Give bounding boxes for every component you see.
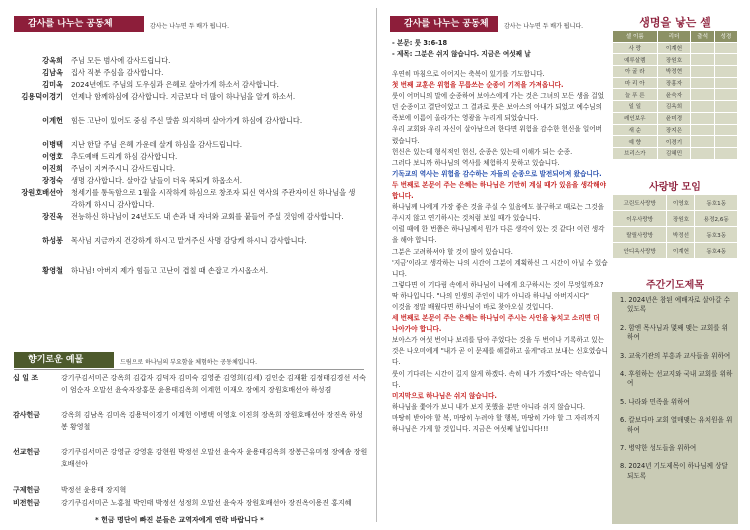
cell-table-row bbox=[613, 136, 738, 148]
room-table-cell: 안디옥사랑방 bbox=[613, 243, 667, 259]
cell-table-cell: 예루살렘 bbox=[613, 54, 658, 66]
cell-table-cell: 장원호 bbox=[657, 54, 691, 66]
thanks-entry bbox=[15, 79, 360, 91]
sermon-point: 세 번째로 본문이 주는 은혜는 하나님이 주시는 사인을 놓치고 소리면 더 나아가야 합니다. bbox=[392, 314, 600, 334]
sermon-body bbox=[392, 69, 608, 435]
thanks-text: 목사님 지금까지 건강하게 하시고 맡겨주신 사명 감당케 하시니 감사합니다. bbox=[71, 236, 307, 245]
sermon-paragraph: 그렇다면 이 기다림 속에서 하나님이 나에게 요구하시는 것이 무엇일까요? bbox=[392, 280, 604, 289]
thanks-name: 장진옥 bbox=[42, 212, 63, 221]
thanks-text: 하나님! 아버지 제가 힘들고 고난이 겹칠 때 손잡고 가시옵소서. bbox=[71, 266, 269, 275]
cell-table-cell: 일 일 bbox=[613, 101, 658, 113]
sermon-title: - 제목: 그분은 쉬지 않습니다. 지금은 여섯째 날 bbox=[392, 50, 531, 58]
prayer-item: 5. 나라와 민족을 위하여 bbox=[620, 397, 690, 406]
cell-table-cell: 아 굴 라 bbox=[613, 66, 658, 78]
cell-table-row bbox=[613, 89, 738, 101]
offering-category: 감사헌금 bbox=[13, 411, 41, 419]
cell-table-cell: 이계헌 bbox=[657, 42, 691, 54]
cell-table bbox=[612, 30, 738, 160]
cell-table-cell: 레인보우 bbox=[613, 112, 658, 124]
cell-table-row bbox=[613, 66, 738, 78]
prayer-item: 8. 2024년 기도제목이 하나님께 상달되도록 bbox=[620, 462, 728, 480]
cell-table-cell bbox=[714, 42, 737, 54]
thanks-entry bbox=[15, 55, 360, 67]
offering-category: 선교헌금 bbox=[13, 448, 41, 456]
offering-banner: 향기로운 예물 bbox=[14, 352, 114, 368]
sermon-banner: 감사를 나누는 공동체 bbox=[390, 16, 498, 32]
room-table-cell: 이영호 bbox=[667, 195, 695, 211]
thanks-text: 청세기를 통독함으로 1월을 시작하게 하심으로 창조자 되신 역사의 주관자이신 하나님을 생각하게 하시니 감사합니다. bbox=[71, 188, 356, 209]
cell-table-cell: 늘 푸 른 bbox=[613, 89, 658, 101]
thanks-entry bbox=[15, 175, 360, 187]
room-table-cell: 랄릴사랑방 bbox=[613, 227, 667, 243]
cell-table-cell: 사 랑 bbox=[613, 42, 658, 54]
cell-table-cell bbox=[714, 54, 737, 66]
cell-table-row bbox=[613, 101, 738, 113]
offering-entry bbox=[13, 446, 368, 471]
prayer-item: 7. 병약한 성도들을 위하여 bbox=[620, 444, 697, 453]
thanks-name: 김미옥 bbox=[42, 80, 63, 89]
cell-table-cell bbox=[691, 112, 714, 124]
offering-entry bbox=[13, 372, 368, 397]
room-table-cell: 고린도사랑방 bbox=[613, 195, 667, 211]
cell-table-cell bbox=[691, 66, 714, 78]
cell-table-cell: 이경기 bbox=[657, 136, 691, 148]
offering-names: 강기쿠김서미곤 노홍철 박인태 박정선 성정희 오말선 윤숙자 장원호배선아 장진옥이용진 홍지혜 bbox=[61, 499, 352, 507]
thanks-name: 강옥희 bbox=[42, 56, 63, 65]
prayer-item: 4. 후원하는 선교지와 국내 교회를 위하여 bbox=[620, 370, 733, 388]
cell-table-row bbox=[613, 124, 738, 136]
cell-table-cell bbox=[691, 77, 714, 89]
sermon-paragraph: 룻이 기다리는 시간이 길지 않게 하겠다. 속히 내가 가겠다"라는 약속입니다. bbox=[392, 369, 601, 389]
sermon-paragraph: 하나님께 나에게 가장 좋은 것을 주실 수 있음에도 불구하고 때로는 그것을 주시지 않고 연기하시는 것처럼 보일 때가 있습니다. bbox=[392, 203, 605, 223]
thanks-text: 집사 직분 주심을 감사합니다. bbox=[71, 68, 164, 77]
sermon-point: 첫 번째 교훈은 위험을 무릅쓰는 순종이 기적을 가져옵니다. bbox=[392, 81, 564, 90]
cell-table-cell bbox=[691, 54, 714, 66]
prayer-title: 주간기도제목 bbox=[646, 280, 704, 291]
cell-table-cell bbox=[714, 136, 737, 148]
cell-table-cell bbox=[714, 66, 737, 78]
thanks-text: 힘든 고난이 있어도 중심 주신 말씀 의지하며 살아가게 하심에 감사합니다. bbox=[71, 116, 303, 125]
cell-table-cell bbox=[691, 89, 714, 101]
sermon-paragraph: 이것을 정말 배웠다면 하나님이 바로 찾아오실 것입니다. bbox=[392, 302, 554, 311]
thanks-text: 주님 모든 범사에 감사드립니다. bbox=[71, 56, 171, 65]
thanks-name: 장원호배선아 bbox=[21, 188, 63, 197]
room-title: 사랑방 모임 bbox=[649, 182, 701, 193]
cell-table-row bbox=[613, 77, 738, 89]
thanks-name: 하성봉 bbox=[42, 236, 63, 245]
sermon-paragraph: 우연히 마침으로 이어지는 축복이 있기를 기도합니다. bbox=[392, 70, 545, 78]
room-table-row bbox=[613, 243, 738, 259]
thanks-name: 김남옥 bbox=[42, 68, 63, 77]
cell-table-cell bbox=[691, 42, 714, 54]
offering-entry bbox=[13, 409, 368, 434]
cell-table-cell bbox=[691, 101, 714, 113]
room-table-cell: 용정2,6동 bbox=[695, 211, 738, 227]
left-section-banner: 감사를 나누는 공동체 bbox=[14, 16, 144, 32]
offering-rule bbox=[14, 369, 364, 370]
offering-category: 구제헌금 bbox=[13, 486, 41, 494]
thanks-name: 이병택 bbox=[42, 140, 63, 149]
cell-table-row bbox=[613, 42, 738, 54]
thanks-entry bbox=[15, 115, 360, 127]
thanks-name: 이영호 bbox=[42, 152, 63, 161]
thanks-name: 이진희 bbox=[42, 164, 63, 173]
sermon-banner-subtitle: 감사는 나누면 두 배가 됩니다. bbox=[504, 23, 584, 30]
thanks-entry bbox=[15, 265, 360, 277]
thanks-entry bbox=[15, 235, 360, 247]
sermon-emphasis: 기독교의 역사는 위험을 감수하는 자들의 순종으로 발전되어져 왔습니다. bbox=[392, 169, 602, 178]
cell-table-row bbox=[613, 147, 738, 159]
offering-names: 강기쿠김서미곤 강영균 강영훈 강현원 박정선 오말선 윤숙자 윤용태김옥희 장봉근유미정 장예솜 장원호배선아 bbox=[61, 448, 368, 469]
thanks-text: 지난 한달 주님 은혜 가운데 살게 하심을 감사드립니다. bbox=[71, 140, 243, 149]
sermon-paragraph: 룻이 어머니의 말에 순종하여 보아스에게 가는 것은 그녀의 모든 생을 걸었던 순종이고 결단이었고 그 결과로 룻은 보아스의 아내가 되었고 예수님의 족보에 이름이 올라가는 영광을 누리게 되었습니다. bbox=[392, 92, 605, 123]
cell-table-cell: 새 순 bbox=[613, 124, 658, 136]
cell-table-cell: 마 리 아 bbox=[613, 77, 658, 89]
offering-category: 십 일 조 bbox=[13, 374, 39, 382]
prayer-item: 6. 칼보다마 교회 열매맺는 유치원을 위하여 bbox=[620, 416, 733, 434]
thanks-text: 전능하신 하나님이 24년도도 내 손과 내 자녀와 교회를 붙들어 주실 것임에 감사합니다. bbox=[71, 212, 344, 221]
room-table-cell: 박정선 bbox=[667, 227, 695, 243]
cell-table-cell: 김옥희 bbox=[657, 101, 691, 113]
cell-table-cell: 장지은 bbox=[657, 124, 691, 136]
cell-table-cell: 브리스가 bbox=[613, 147, 658, 159]
offering-subtitle: 드림으로 하나님의 부요함을 체험하는 공동체입니다. bbox=[120, 359, 258, 366]
room-table-row bbox=[613, 227, 738, 243]
cell-table-row bbox=[613, 112, 738, 124]
cell-table-header-cell: 리더 bbox=[657, 31, 691, 43]
cell-table-cell bbox=[691, 136, 714, 148]
thanks-entry bbox=[15, 91, 360, 103]
cell-table-row bbox=[613, 54, 738, 66]
sermon-paragraph: 딱 하나입니다. "나의 인생의 주인이 내가 아니라 하나님 아버지시다" bbox=[392, 291, 589, 300]
sermon-paragraph: 마땅히 받아야 할 복, 마땅히 누려야 할 행복, 마땅히 가야 할 그 자리까지 하나님은 가게 할 것입니다. 지금은 여섯째 날입니다!!! bbox=[392, 413, 600, 433]
cell-table-cell bbox=[714, 89, 737, 101]
thanks-entry bbox=[15, 139, 360, 151]
offering-names: 강옥희 김남옥 김미옥 김용덕이경기 이계헌 이병택 이영호 이진희 장옥희 장원호배선아 장진옥 하성봉 황영철 bbox=[61, 411, 363, 432]
thanks-text: 추도예배 드리게 하심 감사합니다. bbox=[71, 152, 178, 161]
sermon-point: 미지막으로 하나님은 쉬지 않습니다. bbox=[392, 391, 497, 400]
cell-table-cell bbox=[714, 101, 737, 113]
offering-entry bbox=[13, 484, 368, 496]
cell-table-header bbox=[613, 31, 738, 43]
sermon-paragraph: 그러다 보니까 하나님의 역사를 체험하지 못하고 있습니다. bbox=[392, 158, 560, 167]
thanks-text: 주님이 지켜주시니 감사드립니다. bbox=[71, 164, 176, 173]
cell-table-cell bbox=[714, 124, 737, 136]
cell-table-cell: 예 향 bbox=[613, 136, 658, 148]
thanks-name: 황영철 bbox=[42, 266, 63, 275]
thanks-entry bbox=[15, 187, 360, 210]
sermon-paragraph: 그분은 고려하셔야 할 것이 많이 있습니다. bbox=[392, 247, 513, 256]
sermon-paragraph: '지금'이라고 생각하는 나의 시간이 그분이 계획하신 그 시간이 아닐 수 있습니다. bbox=[392, 258, 608, 278]
room-table-row bbox=[613, 211, 738, 227]
thanks-text: 2024년에도 주님의 도우심과 은혜로 살아가게 하소서 감사합니다. bbox=[71, 80, 279, 89]
cell-table-header-cell: 성경 bbox=[714, 31, 737, 43]
sermon-paragraph: 하나님을 쫓아가 보니 내가 보지 못했을 분만 아니라 쉬지 않습니다. bbox=[392, 402, 585, 411]
room-table-cell: 동호1동 bbox=[695, 195, 738, 211]
left-section-subtitle: 감사는 나누면 두 배가 됩니다. bbox=[150, 23, 230, 30]
cell-table-cell: 윤숙자 bbox=[657, 89, 691, 101]
thanks-text: 언제나 함께하심에 감사합니다. 지금보다 더 많이 하나님을 알게 하소서. bbox=[71, 92, 296, 101]
cell-table-header-cell: 출석 bbox=[691, 31, 714, 43]
cell-title: 생명을 낳는 셀 bbox=[639, 16, 711, 29]
offering-footer: * 헌금 명단이 빠진 분들은 교역자에게 연락 바랍니다 * bbox=[95, 516, 264, 524]
cell-table-cell: 윤미경 bbox=[657, 112, 691, 124]
sermon-paragraph: 헌신은 있는데 형식적인 헌신, 순종은 있는데 이해가 되는 순종. bbox=[392, 147, 573, 156]
sermon-point: 두 번째로 본문이 주는 은혜는 하나님은 기만히 계실 때가 있음을 생각해야 합니다. bbox=[392, 180, 607, 201]
cell-table-cell bbox=[691, 147, 714, 159]
thanks-entry bbox=[15, 163, 360, 175]
room-table-cell: 이계헌 bbox=[667, 243, 695, 259]
prayer-item: 3. 교육기관의 부흥과 교사들을 위하여 bbox=[620, 351, 731, 360]
offering-names: 박정선 윤용태 장지혁 bbox=[61, 486, 127, 494]
thanks-name: 이계헌 bbox=[42, 116, 63, 125]
prayer-item: 1. 2024년은 참된 예배자로 살아갈 수 있도록 bbox=[620, 296, 730, 314]
thanks-name: 장정숙 bbox=[42, 176, 63, 185]
sermon-paragraph: 우리 교회와 우리 자신이 살아남으려 한다면 위험을 감수한 헌신을 일어버렸습니다. bbox=[392, 125, 602, 145]
room-table-row bbox=[613, 195, 738, 211]
offering-names: 강기쿠김서미곤 강옥희 김갑자 김덕자 김미숙 김영준 김영희(김세) 김인순 김재환 김정태김경선 서숙이 엄순자 오말선 윤숙자장홍문 윤용태김옥희 이계헌 이재오 장예지 장원호배선아 하성겸 bbox=[61, 374, 366, 395]
thanks-entry bbox=[15, 67, 360, 79]
prayer-list bbox=[612, 292, 738, 524]
thanks-entry bbox=[15, 211, 360, 223]
cell-table-cell bbox=[714, 112, 737, 124]
room-table-cell: 동호4동 bbox=[695, 243, 738, 259]
cell-table-cell bbox=[691, 124, 714, 136]
cell-table-cell: 박정현 bbox=[657, 66, 691, 78]
prayer-item: 2. 함엔 목사님과 몇째 맺는 교회를 위하여 bbox=[620, 323, 729, 342]
sermon-paragraph: 이럴 때에 한 번쯤은 하나님께서 뭔가 다른 생각이 있는 것 같다! 이런 생각을 해야 합니다. bbox=[392, 225, 605, 245]
room-table bbox=[612, 194, 738, 259]
thanks-entry bbox=[15, 151, 360, 163]
offering-entry bbox=[13, 497, 368, 509]
cell-table-cell bbox=[714, 77, 737, 89]
sermon-paragraph: 보아스가 여섯 번이나 보리를 담아 주었다는 것을 두 번이나 기록하고 있는 것은 나오미에게 "내가 곧 이 문제를 해결하고 올게"라고 보내는 신호였습니다. bbox=[392, 336, 609, 367]
offering-category: 비전헌금 bbox=[13, 499, 41, 507]
room-table-cell: 장원호 bbox=[667, 211, 695, 227]
thanks-text: 생명 감사합니다. 살아갈 날들이 더욱 복되게 하옵소서. bbox=[71, 176, 243, 185]
page-divider bbox=[376, 8, 377, 522]
cell-table-header-cell: 셀 이름 bbox=[613, 31, 658, 43]
sermon-scripture: - 본문: 룻 3:6-18 bbox=[392, 39, 448, 47]
cell-table-cell bbox=[714, 147, 737, 159]
room-table-cell: 동호3동 bbox=[695, 227, 738, 243]
cell-table-cell: 장홍자 bbox=[657, 77, 691, 89]
thanks-name: 김용덕이경기 bbox=[21, 92, 63, 101]
cell-table-cell: 김혜민 bbox=[657, 147, 691, 159]
room-table-cell: 이우사랑방 bbox=[613, 211, 667, 227]
